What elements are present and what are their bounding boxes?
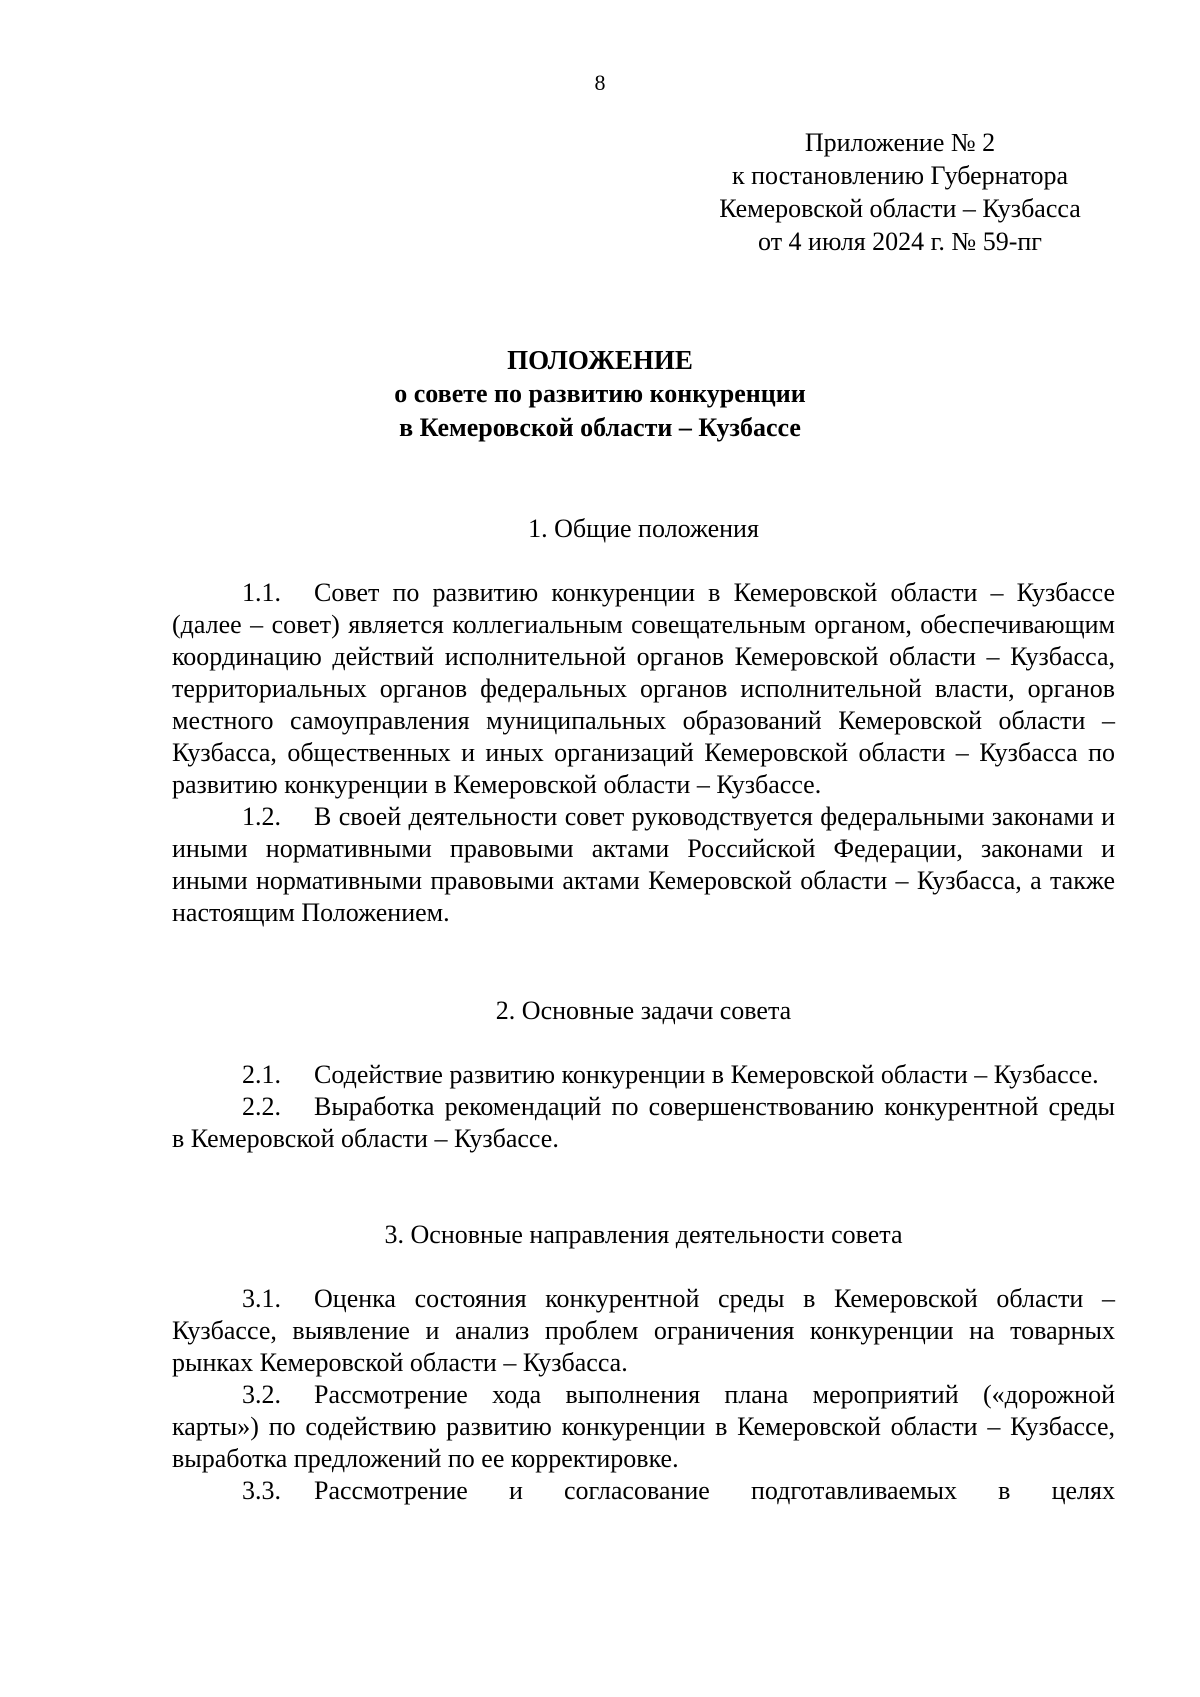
paragraph-text: Рассмотрение хода выполнения плана мероприятий («дорожной карты») по содействию развитию конкуренции в Кемеровской области – Кузбассе, выработка предложений по ее корректировке. [172, 1380, 1115, 1473]
paragraph [172, 1283, 1115, 1379]
paragraph-text: В своей деятельности совет руководствуется федеральными законами и иными нормативными правовыми актами Российской Федерации, законами и иными нормативными правовыми актами Кемеровской области – Кузбасса, а также настоящим Положением. [172, 802, 1115, 927]
page-number: 8 [594, 70, 606, 95]
paragraph-text: Рассмотрение и согласование подготавливаемых в целях [314, 1476, 1115, 1505]
paragraph [172, 577, 1115, 801]
section-body [172, 1059, 1115, 1155]
section-body [172, 1283, 1115, 1507]
section-body [172, 577, 1115, 929]
appendix-line: к постановлению Губернатора [731, 161, 1069, 190]
paragraph [172, 1475, 1115, 1507]
section-heading: 2. Основные задачи совета [495, 996, 792, 1025]
paragraph-text: Выработка рекомендаций по совершенствованию конкурентной среды в Кемеровской области – Кузбассе. [172, 1092, 1115, 1153]
appendix-line: Кемеровской области – Кузбасса [719, 194, 1081, 223]
paragraph [172, 1379, 1115, 1475]
appendix-line: Приложение № 2 [804, 128, 996, 157]
paragraph-number: 3.2. [242, 1380, 281, 1409]
paragraph-text: Совет по развитию конкуренции в Кемеровской области – Кузбассе (далее – совет) является коллегиальным совещательным органом, обеспечивающим координацию действий исполнительной органов Кемеровской области – Кузбасса, территориальных органов федеральных органов исполнительной власти, органов местного самоуправления муниципальных образований Кемеровской области – Кузбасса, общественных и иных организаций Кемеровской области – Кузбасса по развитию конкуренции в Кемеровской области – Кузбассе. [172, 578, 1115, 799]
paragraph [172, 801, 1115, 929]
paragraph [172, 1059, 1115, 1091]
paragraph-number: 1.2. [242, 802, 281, 831]
paragraph-number: 3.3. [242, 1476, 281, 1505]
title-subtitle: в Кемеровской области – Кузбассе [399, 413, 801, 442]
title-subtitle: о совете по развитию конкуренции [394, 379, 806, 408]
paragraph-text: Оценка состояния конкурентной среды в Кемеровской области – Кузбассе, выявление и анализ проблем ограничения конкуренции на товарных рынках Кемеровской области – Кузбасса. [172, 1284, 1115, 1377]
paragraph-number: 3.1. [242, 1284, 281, 1313]
section-heading: 1. Общие положения [528, 514, 759, 543]
paragraph-number: 1.1. [242, 578, 281, 607]
appendix-block [640, 126, 1160, 258]
document-title [0, 343, 1200, 445]
section-heading: 3. Основные направления деятельности совета [384, 1220, 903, 1249]
appendix-line: от 4 июля 2024 г. № 59-пг [758, 227, 1042, 256]
paragraph-number: 2.2. [242, 1092, 281, 1121]
paragraph-number: 2.1. [242, 1060, 281, 1089]
paragraph-text: Содействие развитию конкуренции в Кемеровской области – Кузбассе. [314, 1060, 1099, 1089]
title-main: ПОЛОЖЕНИЕ [507, 345, 693, 375]
paragraph [172, 1091, 1115, 1155]
